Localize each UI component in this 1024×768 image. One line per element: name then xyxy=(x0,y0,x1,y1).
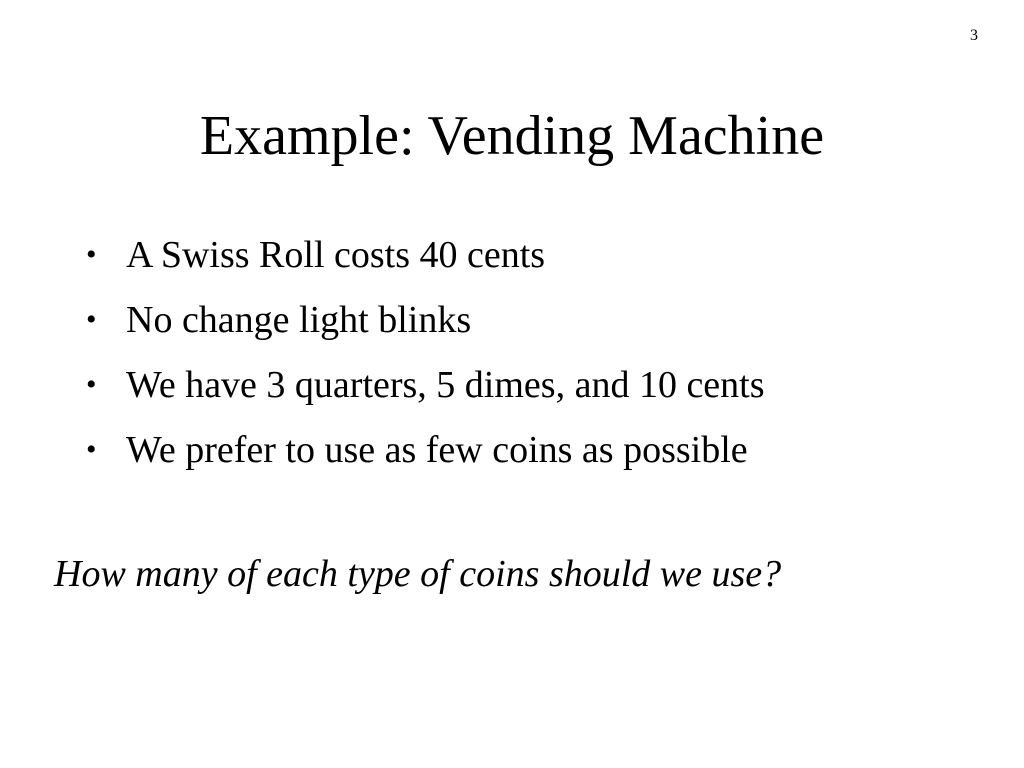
bullet-text: No change light blinks xyxy=(126,299,472,341)
bullet-text: We prefer to use as few coins as possible xyxy=(126,429,748,471)
bullet-item xyxy=(86,362,765,408)
bullet-text: A Swiss Roll costs 40 cents xyxy=(126,234,546,276)
bullet-marker: • xyxy=(86,238,97,271)
bullet-item xyxy=(86,427,765,473)
bullet-marker: • xyxy=(86,368,97,401)
bullet-marker: • xyxy=(86,303,97,336)
bullet-marker: • xyxy=(86,433,97,466)
page-number: 3 xyxy=(970,27,978,44)
slide-title: Example: Vending Machine xyxy=(199,105,825,167)
bullet-item xyxy=(86,297,765,343)
bullet-item xyxy=(86,232,765,278)
bullet-list xyxy=(86,232,765,492)
bullet-text: We have 3 quarters, 5 dimes, and 10 cents xyxy=(126,364,765,406)
question-text: How many of each type of coins should we use? xyxy=(54,553,782,595)
